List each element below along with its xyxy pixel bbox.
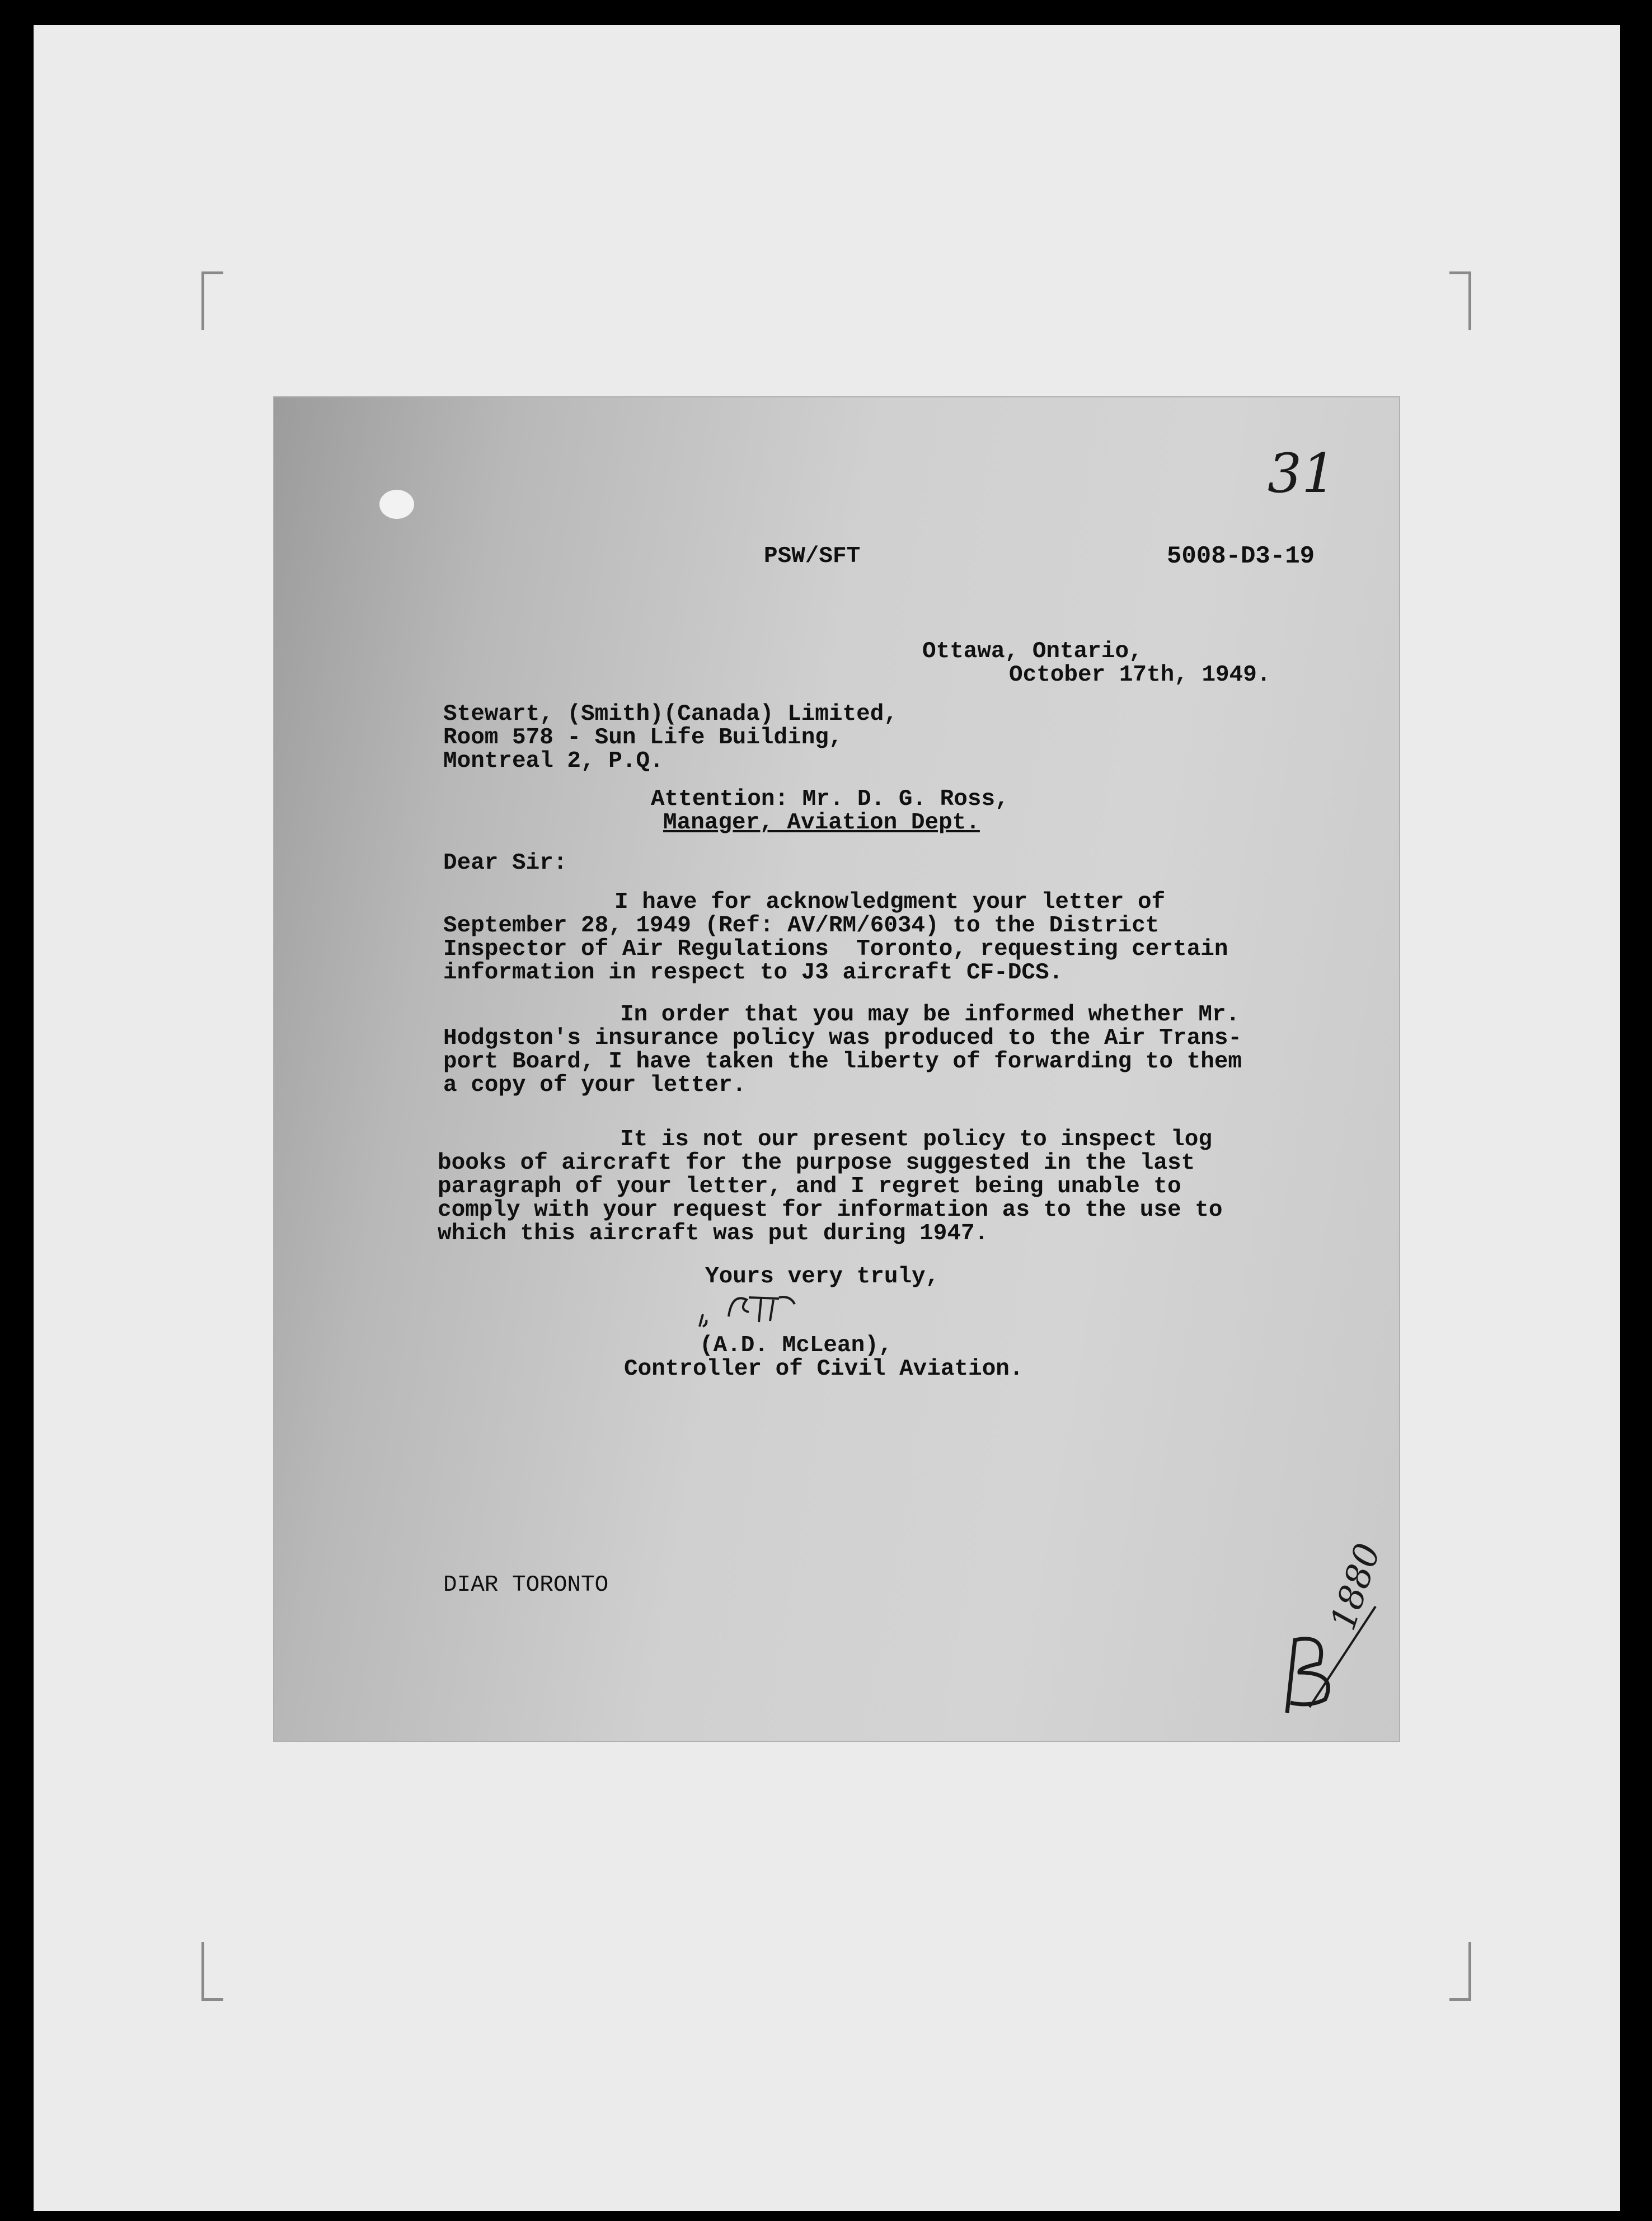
crop-mark-top-right (1449, 271, 1471, 330)
paragraph-1-line: Inspector of Air Regulations Toronto, requesting certain (443, 936, 1228, 962)
crop-mark-top-left (201, 271, 223, 330)
paragraph-2-line: In order that you may be informed whether Mr. (620, 1002, 1240, 1028)
handwritten-signature (695, 1287, 818, 1338)
letter-page (274, 397, 1399, 1741)
signatory-title: Controller of Civil Aviation. (624, 1356, 1024, 1382)
paragraph-2-line: Hodgston's insurance policy was produced to the Air Trans- (443, 1025, 1242, 1051)
place-line: Ottawa, Ontario, (922, 639, 1143, 664)
paragraph-3-line: which this aircraft was put during 1947. (438, 1221, 989, 1247)
page-number: 31 (1268, 442, 1336, 505)
salutation: Dear Sir: (443, 850, 567, 876)
address-line-2: Room 578 - Sun Life Building, (443, 725, 843, 751)
paragraph-3-line: comply with your request for information as to the use to (438, 1197, 1223, 1223)
mount-board (34, 25, 1620, 2211)
reference-right: 5008-D3-19 (1167, 542, 1315, 570)
address-line-3: Montreal 2, P.Q. (443, 748, 664, 774)
date-line: October 17th, 1949. (1009, 662, 1271, 688)
reference-left: PSW/SFT (764, 543, 861, 569)
punch-hole (379, 490, 414, 519)
paragraph-3-line: paragraph of your letter, and I regret being unable to (438, 1174, 1181, 1199)
paragraph-1-line: September 28, 1949 (Ref: AV/RM/6034) to the District (443, 913, 1160, 939)
closing: Yours very truly, (705, 1264, 940, 1290)
attention-line-1: Attention: Mr. D. G. Ross, (651, 786, 1009, 812)
copy-to: DIAR TORONTO (443, 1572, 609, 1598)
paragraph-2-line: a copy of your letter. (443, 1072, 747, 1098)
paragraph-3-line: books of aircraft for the purpose suggested in the last (438, 1150, 1195, 1176)
signatory-name: (A.D. McLean), (700, 1333, 893, 1358)
crop-mark-bottom-right (1449, 1942, 1471, 2001)
address-line-1: Stewart, (Smith)(Canada) Limited, (443, 701, 898, 727)
attention-line-2: Manager, Aviation Dept. (663, 810, 980, 836)
paragraph-1-line: information in respect to J3 aircraft CF-DCS. (443, 960, 1063, 986)
margin-annotation-number: 1880 (1322, 1538, 1388, 1636)
crop-mark-bottom-left (201, 1942, 223, 2001)
paragraph-2-line: port Board, I have taken the liberty of forwarding to them (443, 1049, 1242, 1075)
paragraph-1-line: I have for acknowledgment your letter of (614, 889, 1166, 915)
paragraph-3-line: It is not our present policy to inspect log (620, 1127, 1212, 1152)
